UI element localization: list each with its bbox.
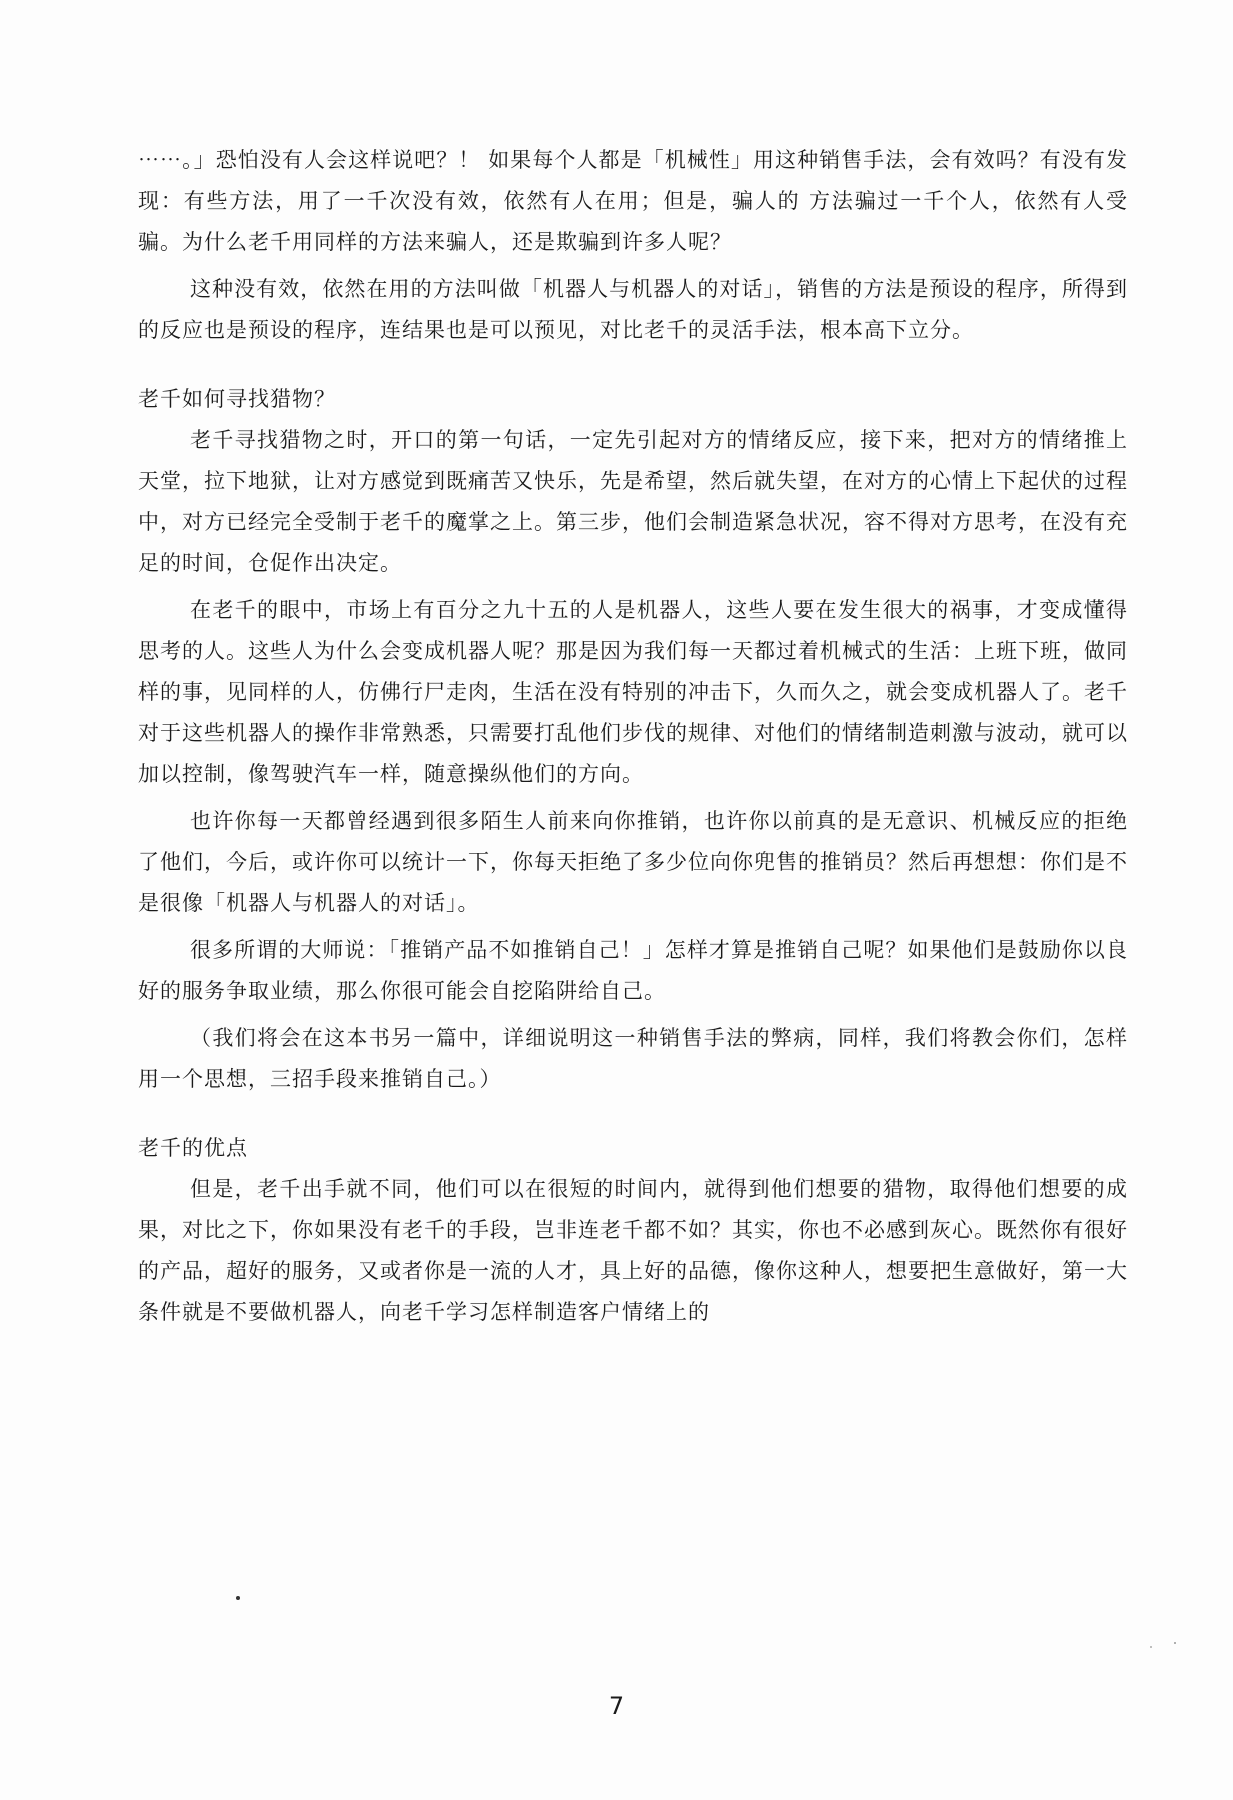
parenthetical-note: （我们将会在这本书另一篇中，详细说明这一种销售手法的弊病，同样，我们将教会你们，怎样用一个思想，三招手段来推销自己。） [138,1026,1128,1091]
section [138,379,1128,1100]
section-heading: 老千如何寻找猎物？ [138,387,336,411]
section [138,1128,1128,1333]
scan-speck [1150,1646,1152,1648]
page-number: 7 [608,1692,625,1720]
scan-speck [236,1596,240,1600]
paragraph: 也许你每一天都曾经遇到很多陌生人前来向你推销，也许你以前真的是无意识、机械反应的拒绝了他们，今后，或许你可以统计一下，你每天拒绝了多少位向你兜售的推销员？然后再想想：你们是不是很像「机器人与机器人的对话」。 [138,809,1128,915]
paragraph: 很多所谓的大师说：「推销产品不如推销自己！」怎样才算是推销自己呢？如果他们是鼓励你以良好的服务争取业绩，那么你很可能会自挖陷阱给自己。 [138,938,1128,1003]
paragraph: 老千寻找猎物之时，开口的第一句话，一定先引起对方的情绪反应，接下来，把对方的情绪推上天堂，拉下地狱，让对方感觉到既痛苦又快乐，先是希望，然后就失望，在对方的心情上下起伏的过程中，对方已经完全受制于老千的魔掌之上。第三步，他们会制造紧急状况，容不得对方思考，在没有充足的时间，仓促作出决定。 [138,428,1128,575]
paragraph: 在老千的眼中，市场上有百分之九十五的人是机器人，这些人要在发生很大的祸事，才变成懂得思考的人。这些人为什么会变成机器人呢？那是因为我们每一天都过着机械式的生活：上班下班，做同样的事，见同样的人，仿佛行尸走肉，生活在没有特别的冲击下，久而久之，就会变成机器人了。老千对于这些机器人的操作非常熟悉，只需要打乱他们步伐的规律、对他们的情绪制造刺激与波动，就可以加以控制，像驾驶汽车一样，随意操纵他们的方向。 [138,598,1128,786]
paragraph: 这种没有效，依然在用的方法叫做「机器人与机器人的对话」，销售的方法是预设的程序，所得到的反应也是预设的程序，连结果也是可以预见，对比老千的灵活手法，根本高下立分。 [138,277,1128,342]
page-body [138,140,1128,1333]
paragraph: ⋯⋯。」恐怕没有人会这样说吧？！ 如果每个人都是「机械性」用这种销售手法，会有效吗？有没有发现：有些方法，用了一千次没有效，依然有人在用；但是，骗人的 方法骗过一千个人，依然有人受骗。为什么老千用同样的方法来骗人，还是欺骗到许多人呢？ [138,148,1128,254]
section-heading: 老千的优点 [138,1136,248,1160]
scan-speck [1174,1642,1176,1644]
scan-speck [1122,1028,1124,1030]
paragraph: 但是，老千出手就不同，他们可以在很短的时间内，就得到他们想要的猎物，取得他们想要的成果，对比之下，你如果没有老千的手段，岂非连老千都不如？其实，你也不必感到灰心。既然你有很好的产品，超好的服务，又或者你是一流的人才，具上好的品德，像你这种人，想要把生意做好，第一大条件就是不要做机器人，向老千学习怎样制造客户情绪上的 [138,1177,1128,1324]
